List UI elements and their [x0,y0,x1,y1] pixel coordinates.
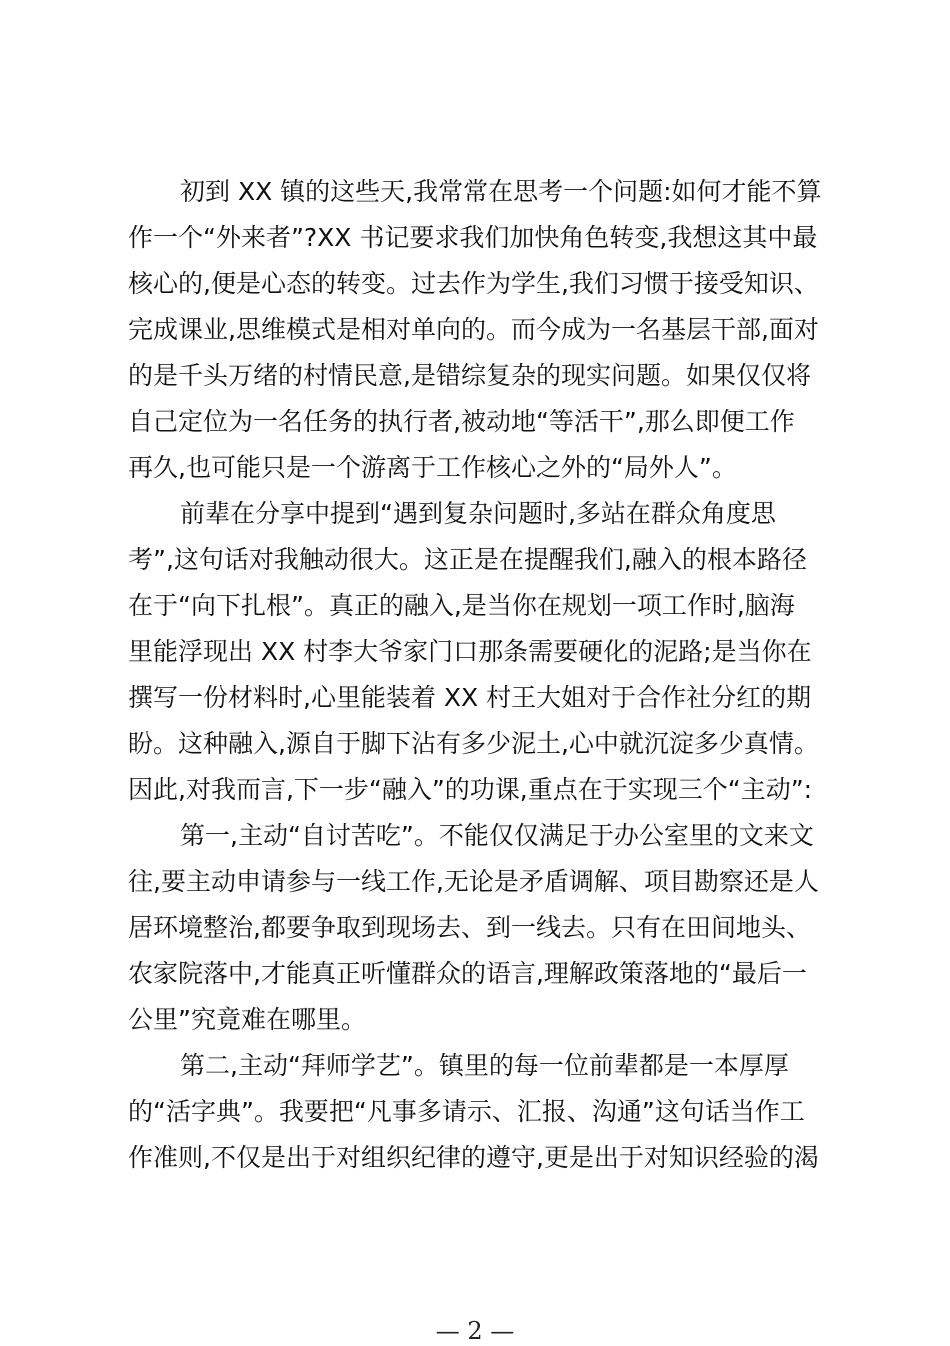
text-line: 前辈在分享中提到“遇到复杂问题时,多站在群众角度思 [180,499,776,528]
text-line: 里能浮现出 XX 村李大爷家门口那条需要硬化的泥路;是当你在 [128,637,812,666]
text-line: 完成课业,思维模式是相对单向的。而今成为一名基层干部,面对 [128,315,819,344]
text-line: 往,要主动申请参与一线工作,无论是矛盾调解、项目勘察还是人 [128,867,819,896]
text-line: 作一个“外来者”?XX 书记要求我们加快角色转变,我想这其中最 [128,223,818,252]
text-line: 初到 XX 镇的这些天,我常常在思考一个问题:如何才能不算 [180,177,822,206]
text-line: 农家院落中,才能真正听懂群众的语言,理解政策落地的“最后一 [128,959,807,988]
text-line: 因此,对我而言,下一步“融入”的功课,重点在于实现三个“主动”: [128,775,813,804]
text-line: 公里”究竟难在哪里。 [128,1005,366,1034]
text-line: 第一,主动“自讨苦吃”。不能仅仅满足于办公室里的文来文 [180,821,814,850]
text-line: 考”,这句话对我触动很大。这正是在提醒我们,融入的根本路径 [128,545,807,574]
page-number: — 2 — [435,1317,515,1345]
text-line: 盼。这种融入,源自于脚下沾有多少泥土,心中就沉淀多少真情。 [128,729,819,758]
text-line: 在于“向下扎根”。真正的融入,是当你在规划一项工作时,脑海 [128,591,795,620]
text-line: 作准则,不仅是出于对组织纪律的遵守,更是出于对知识经验的渴 [128,1143,819,1172]
text-line: 居环境整治,都要争取到现场去、到一线去。只有在田间地头、 [128,913,811,942]
text-line: 核心的,便是心态的转变。过去作为学生,我们习惯于接受知识、 [128,269,819,298]
text-line: 自己定位为一名任务的执行者,被动地“等活干”,那么即便工作 [128,407,795,436]
text-line: 撰写一份材料时,心里能装着 XX 村王大姐对于合作社分红的期 [128,683,812,712]
text-line: 的是千头万绪的村情民意,是错综复杂的现实问题。如果仅仅将 [128,361,811,390]
text-line: 第二,主动“拜师学艺”。镇里的每一位前辈都是一本厚厚 [180,1051,789,1080]
text-line: 再久,也可能只是一个游离于工作核心之外的“局外人”。 [128,453,737,482]
text-line: 的“活字典”。我要把“凡事多请示、汇报、沟通”这句话当作工 [128,1097,805,1126]
